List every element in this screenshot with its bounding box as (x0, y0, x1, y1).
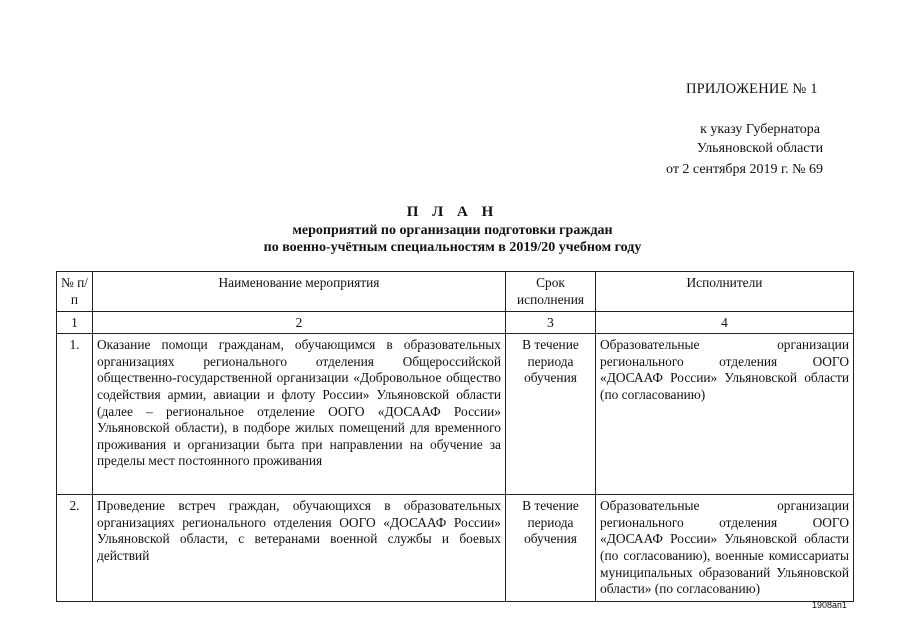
header-executors: Исполнители (596, 272, 854, 312)
decree-date: от 2 сентября 2019 г. № 69 (666, 162, 823, 177)
event-executors: Образовательные организации регионального отделения ООГО «ДОСААФ России» Ульяновской области (по согласованию), военные комиссариаты муниципальных образований Ульяновской области» (по согласованию) (596, 495, 854, 602)
table-header-row (57, 272, 854, 312)
event-name: Оказание помощи гражданам, обучающимся в образовательных организациях регионального отделения Общероссийской общественно-государственной организации «Добровольное общество содействия армии, авиации и флоту России» Ульяновской области (далее – региональное отделение ООГО «ДОСААФ России» Ульяновской области), в подборе жилых помещений для временного проживания и организации быта при направлении на обучение за пределы мест постоянного проживания (93, 334, 506, 495)
column-number: 4 (596, 312, 854, 334)
event-term: В течение периода обучения (506, 334, 596, 495)
event-name: Проведение встреч граждан, обучающихся в образовательных организациях регионального отделения ООГО «ДОСААФ России» Ульяновской области, с ветеранами военной службы и боевых действий (93, 495, 506, 602)
column-number: 3 (506, 312, 596, 334)
decree-line-1: к указу Губернатора (700, 122, 820, 137)
plan-table (56, 271, 854, 602)
row-number: 1. (57, 334, 93, 495)
title-line-1: мероприятий по организации подготовки граждан (292, 222, 613, 238)
event-executors: Образовательные организации регионального отделения ООГО «ДОСААФ России» Ульяновской области (по согласованию) (596, 334, 854, 495)
header-term: Срок исполнения (506, 272, 596, 312)
footer-code: 1908ап1 (812, 600, 847, 610)
header-num: № п/п (57, 272, 93, 312)
header-name: Наименование мероприятия (93, 272, 506, 312)
appendix-label: ПРИЛОЖЕНИЕ № 1 (686, 81, 818, 97)
row-number: 2. (57, 495, 93, 602)
plan-heading: П Л А Н (406, 204, 499, 220)
title-line-2: по военно-учётным специальностям в 2019/20 учебном году (263, 240, 642, 255)
column-number-row (57, 312, 854, 334)
column-number: 2 (93, 312, 506, 334)
table-row (57, 495, 854, 602)
decree-reference (640, 120, 880, 158)
event-term: В течение периода обучения (506, 495, 596, 602)
document-title (200, 204, 705, 257)
column-number: 1 (57, 312, 93, 334)
table-row (57, 334, 854, 495)
decree-line-2: Ульяновской области (696, 141, 824, 156)
